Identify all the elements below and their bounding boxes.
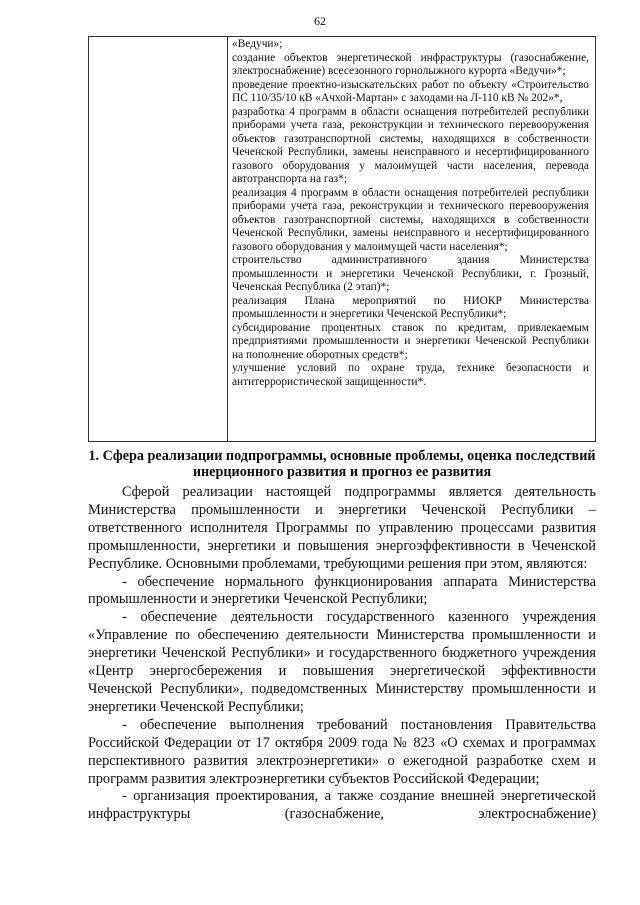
body-paragraph: - обеспечение выполнения требований постановления Правительства Российской Федерации от 17 октября 2009 года № 823 «О схемах и программах перспективного развития электроэнергетики» о ежегодной разработке схем и программ развития электроэнергетики субъектов Российской Федерации; (88, 716, 596, 787)
table-measures-cell (232, 38, 589, 389)
body-paragraph: - организация проектирования, а также создание внешней энергетической инфраструктуры (газоснабжение, электроснабжение) (88, 788, 596, 823)
body-text (88, 484, 596, 824)
table-item: проведение проектно-изыскательских работ по объекту «Строительство ПС 110/35/10 кВ «Ачхой-Мартан» с заходами на Л-110 кВ № 202»*, (232, 78, 589, 104)
body-paragraph: Сферой реализации настоящей подпрограммы является деятельность Министерства промышленности и энергетики Чеченской Республики – ответственного исполнителя Программы по управлению процессами развития промышленности, энергетики и повышения энергоэффективности в Чеченской Республике. Основными проблемами, требующими решения при этом, являются: (88, 484, 596, 572)
body-paragraph: - обеспечение нормального функционирования аппарата Министерства промышленности и энергетики Чеченской Республики; (88, 573, 596, 608)
table-item: разработка 4 программ в области оснащения потребителей республики приборами учета газа, реконструкции и технического перевооружения объектов газотранспортной системы, находящихся в собственности Чеченской Республики, замены неисправного и несертифицированного газового оборудования у малоимущей части населения, перевода автотранспорта на газ*; (232, 105, 589, 185)
table-item: реализация Плана мероприятий по НИОКР Министерства промышленности и энергетики Чеченской Республики*; (232, 294, 589, 320)
measures-table (88, 36, 596, 442)
table-item: «Ведучи»; (232, 38, 283, 50)
body-paragraph: - обеспечение деятельности государственного казенного учреждения «Управление по обеспечению деятельности Министерства промышленности и энергетики Чеченской Республики» и государственного бюджетного учреждения «Центр энергосбережения и повышения энергетической эффективности Чеченской Республики», подведомственных Министерству промышленности и энергетики Чеченской Республики; (88, 609, 596, 715)
section-heading: 1. Сфера реализации подпрограммы, основные проблемы, оценка последствий инерционного развития и прогноз ее развития (88, 448, 596, 480)
table-column-divider (227, 37, 228, 441)
table-item: строительство административного здания Министерства промышленности и энергетики Чеченской Республики, г. Грозный, Чеченская Республика (2 этап)*; (232, 254, 589, 293)
table-item: улучшение условий по охране труда, технике безопасности и антитеррористической защищенности*. (232, 362, 589, 388)
table-item: субсидирование процентных ставок по кредитам, привлекаемым предприятиями промышленности и энергетики Чеченской Республики на пополнение оборотных средств*; (232, 321, 589, 361)
table-item: реализация 4 программ в области оснащения потребителей республики приборами учета газа, реконструкции и технического перевооружения объектов газотранспортной системы, находящихся в собственности Чеченской Республики, замены неисправного и несертифицированного газового оборудования у малоимущей части населения*; (232, 186, 589, 253)
page-number: 62 (314, 14, 326, 28)
table-item: создание объектов энергетической инфраструктуры (газоснабжение, электроснабжение) всесезонного горнолыжного курорта «Ведучи»*; (232, 51, 589, 77)
